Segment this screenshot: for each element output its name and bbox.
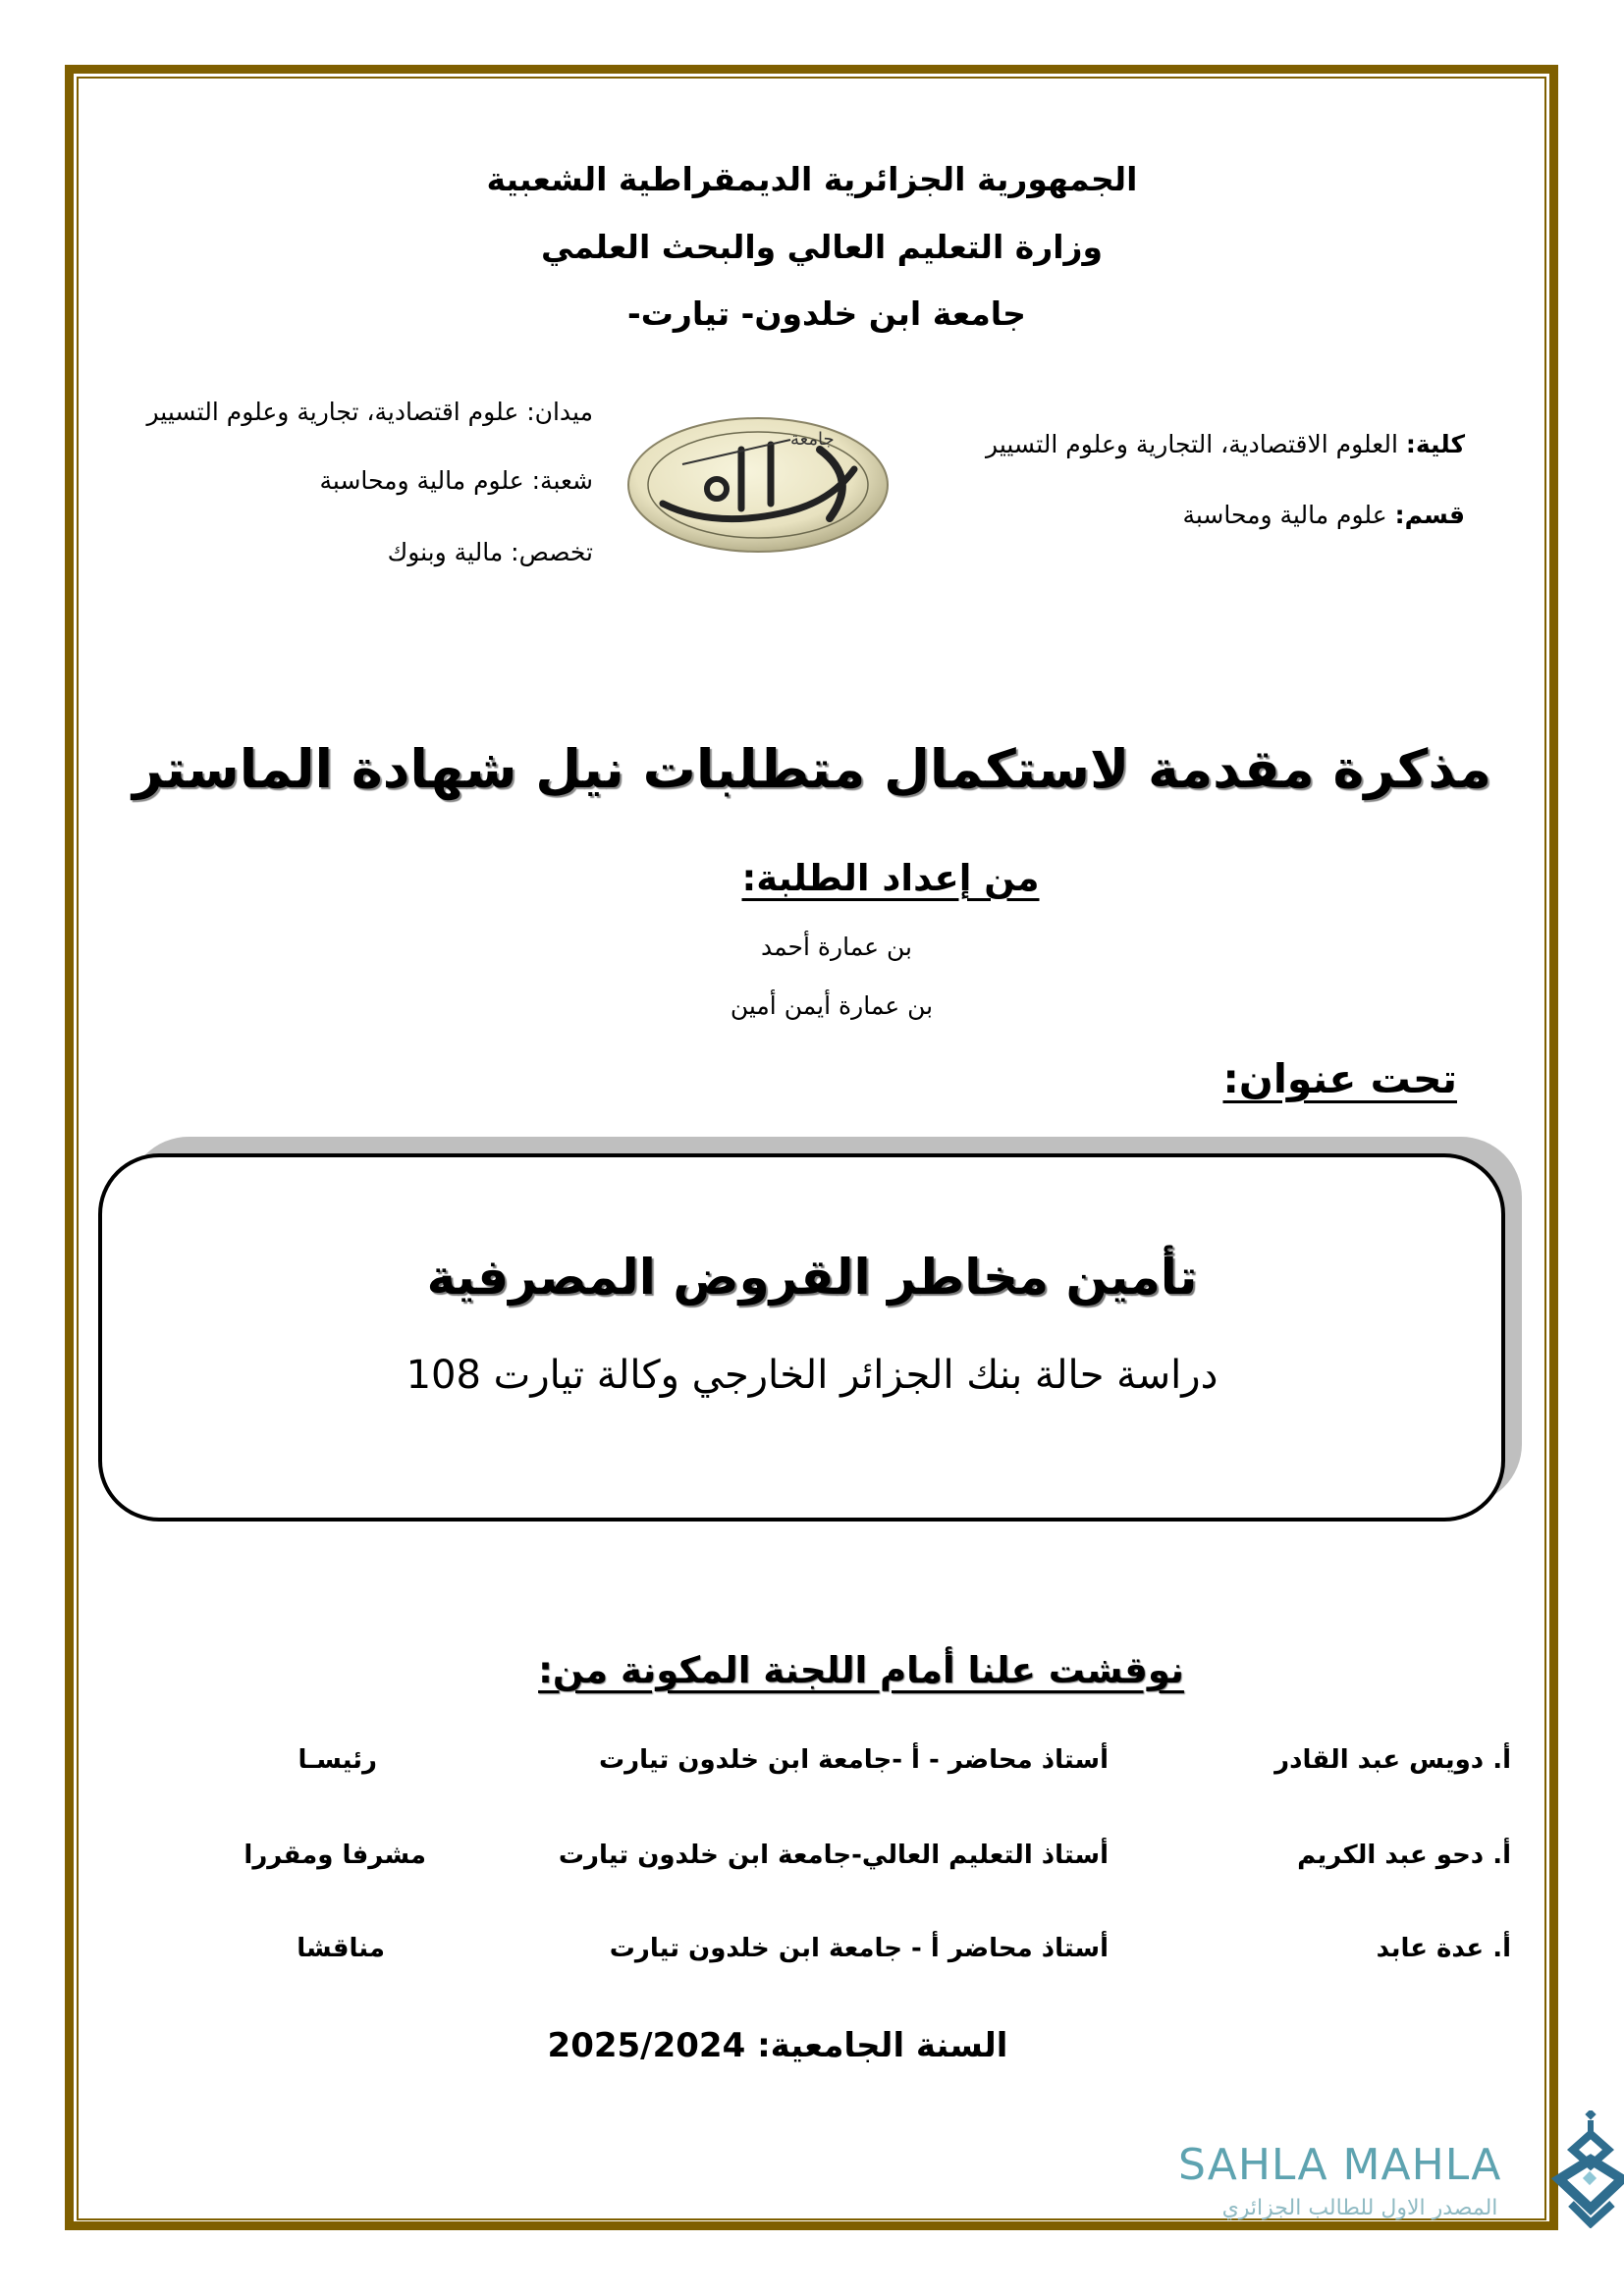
faculty-line [986, 430, 1465, 458]
branch-label: شعبة: علوم مالية ومحاسبة [319, 466, 593, 495]
university-seal-logo [623, 410, 893, 560]
faculty-value: العلوم الاقتصادية، التجارية وعلوم التسيير [986, 430, 1406, 458]
committee-member-name: أ. دويس عبد القادر [1274, 1745, 1511, 1775]
committee-member-rank: أستاذ التعليم العالي-جامعة ابن خلدون تيارت [558, 1841, 1109, 1870]
field-label: ميدان: علوم اقتصادية، تجارية وعلوم التسيير [146, 398, 593, 426]
thesis-title: تأمين مخاطر القروض المصرفية [426, 1249, 1198, 1306]
committee-member-role: رئيسـا [298, 1745, 377, 1775]
degree-title: مذكرة مقدمة لاستكمال متطلبات نيل شهادة الماستر [133, 738, 1491, 800]
department-line [1182, 501, 1465, 529]
student-name: بن عمارة أحمد [760, 933, 913, 961]
watermark-tagline: المصدر الاول للطالب الجزائري [1221, 2196, 1498, 2220]
ministry-heading: وزارة التعليم العالي والبحث العلمي [540, 228, 1104, 266]
department-label: قسم: [1394, 501, 1465, 529]
committee-member-role: مشرفا ومقررا [244, 1841, 426, 1870]
student-name: بن عمارة أيمن أمين [730, 991, 934, 1020]
prepared-by-label: من إعداد الطلبة: [741, 857, 1040, 899]
committee-member-rank: أستاذ محاضر - أ -جامعة ابن خلدون تيارت [598, 1745, 1109, 1775]
committee-member-name: أ. عدة عابد [1376, 1934, 1511, 1963]
thesis-subtitle: دراسة حالة بنك الجزائر الخارجي وكالة تيارت 108 [406, 1353, 1218, 1398]
academic-year: السنة الجامعية: 2025/2024 [547, 2026, 1008, 2065]
committee-member-rank: أستاذ محاضر أ - جامعة ابن خلدون تيارت [609, 1934, 1109, 1963]
university-heading: جامعة ابن خلدون- تيارت- [627, 294, 1026, 333]
under-title-label: تحت عنوان: [1222, 1055, 1457, 1102]
committee-member-role: مناقشا [297, 1934, 385, 1963]
specialty-label: تخصص: مالية وبنوك [387, 538, 593, 566]
faculty-label: كلية: [1405, 430, 1465, 458]
committee-member-name: أ. دحو عبد الكريم [1297, 1841, 1511, 1870]
watermark-logo-icon [1551, 2110, 1624, 2228]
committee-label: نوقشت علنا أمام اللجنة المكونة من: [538, 1649, 1184, 1691]
thesis-title-box [98, 1153, 1505, 1522]
svg-text:جامعة: جامعة [790, 429, 835, 450]
watermark-brand: SAHLA MAHLA [1178, 2140, 1502, 2190]
republic-heading: الجمهورية الجزائرية الديمقراطية الشعبية [486, 160, 1138, 198]
department-value: علوم مالية ومحاسبة [1182, 501, 1395, 529]
